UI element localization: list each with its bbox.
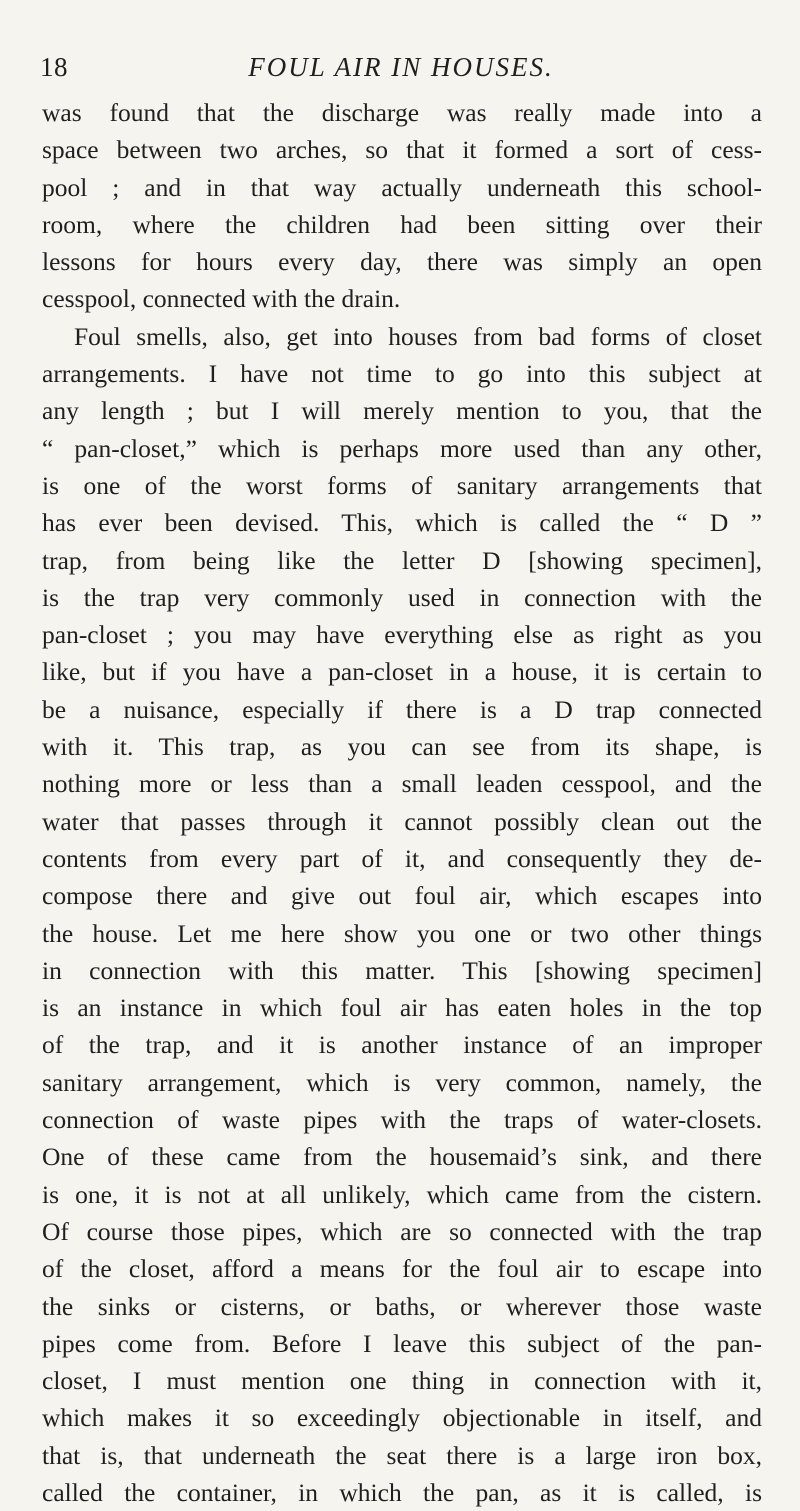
- text-line: room, where the children had been sitting over their: [42, 209, 762, 239]
- text-line: any length ; but I will merely mention to you, that the: [42, 396, 762, 426]
- text-line: that is, that underneath the seat there is a large iron box,: [42, 1440, 762, 1470]
- text-line: connection of waste pipes with the traps of water-closets.: [42, 1105, 762, 1135]
- text-line: cesspool, connected with the drain.: [42, 284, 401, 314]
- body-text: [42, 94, 762, 1511]
- text-line: Of course those pipes, which are so connected with the trap: [42, 1216, 762, 1246]
- page-number: 18: [40, 52, 68, 82]
- text-line: arrangements. I have not time to go into this subject at: [42, 359, 762, 389]
- text-line: which makes it so exceedingly objectionable in itself, and: [42, 1403, 762, 1433]
- text-line: of the trap, and it is another instance of an improper: [42, 1030, 762, 1060]
- text-line: the sinks or cisterns, or baths, or wherever those waste: [42, 1291, 762, 1321]
- text-line: space between two arches, so that it formed a sort of cess-: [42, 135, 762, 165]
- text-line: is an instance in which foul air has eaten holes in the top: [42, 993, 762, 1023]
- text-line: trap, from being like the letter D [showing specimen],: [42, 545, 762, 575]
- text-line: is the trap very commonly used in connection with the: [42, 582, 762, 612]
- text-line: pipes come from. Before I leave this subject of the pan-: [42, 1328, 762, 1358]
- text-line: sanitary arrangement, which is very common, namely, the: [42, 1067, 762, 1097]
- text-line: pool ; and in that way actually underneath this school-: [42, 172, 762, 202]
- text-line: called the container, in which the pan, as it is called, is: [42, 1477, 762, 1507]
- text-line: nothing more or less than a small leaden cesspool, and the: [42, 769, 762, 799]
- text-line: has ever been devised. This, which is called the “ D ”: [42, 508, 762, 538]
- text-line: lessons for hours every day, there was simply an open: [42, 247, 762, 277]
- text-line: water that passes through it cannot possibly clean out the: [42, 806, 762, 836]
- text-line: was found that the discharge was really made into a: [42, 98, 762, 127]
- running-title: FOUL AIR IN HOUSES.: [248, 52, 554, 82]
- text-line: Foul smells, also, get into houses from bad forms of closet: [74, 321, 762, 351]
- text-line: contents from every part of it, and consequently they de-: [42, 843, 762, 873]
- text-line: the house. Let me here show you one or two other things: [42, 918, 762, 948]
- text-line: in connection with this matter. This [showing specimen]: [42, 955, 762, 985]
- text-line: One of these came from the housemaid’s sink, and there: [42, 1142, 762, 1172]
- text-line: closet, I must mention one thing in connection with it,: [42, 1366, 762, 1396]
- text-line: is one, it is not at all unlikely, which came from the cistern.: [42, 1179, 762, 1209]
- text-line: with it. This trap, as you can see from its shape, is: [42, 732, 762, 762]
- page-header: [40, 52, 762, 92]
- text-line: like, but if you have a pan-closet in a house, it is certain to: [42, 657, 762, 687]
- text-line: be a nuisance, especially if there is a D trap connected: [42, 694, 762, 724]
- text-line: pan-closet ; you may have everything else as right as you: [42, 620, 762, 650]
- text-line: is one of the worst forms of sanitary arrangements that: [42, 470, 762, 500]
- text-line: compose there and give out foul air, which escapes into: [42, 881, 762, 911]
- text-line: of the closet, afford a means for the foul air to escape into: [42, 1254, 762, 1284]
- text-line: “ pan-closet,” which is perhaps more used than any other,: [42, 433, 762, 463]
